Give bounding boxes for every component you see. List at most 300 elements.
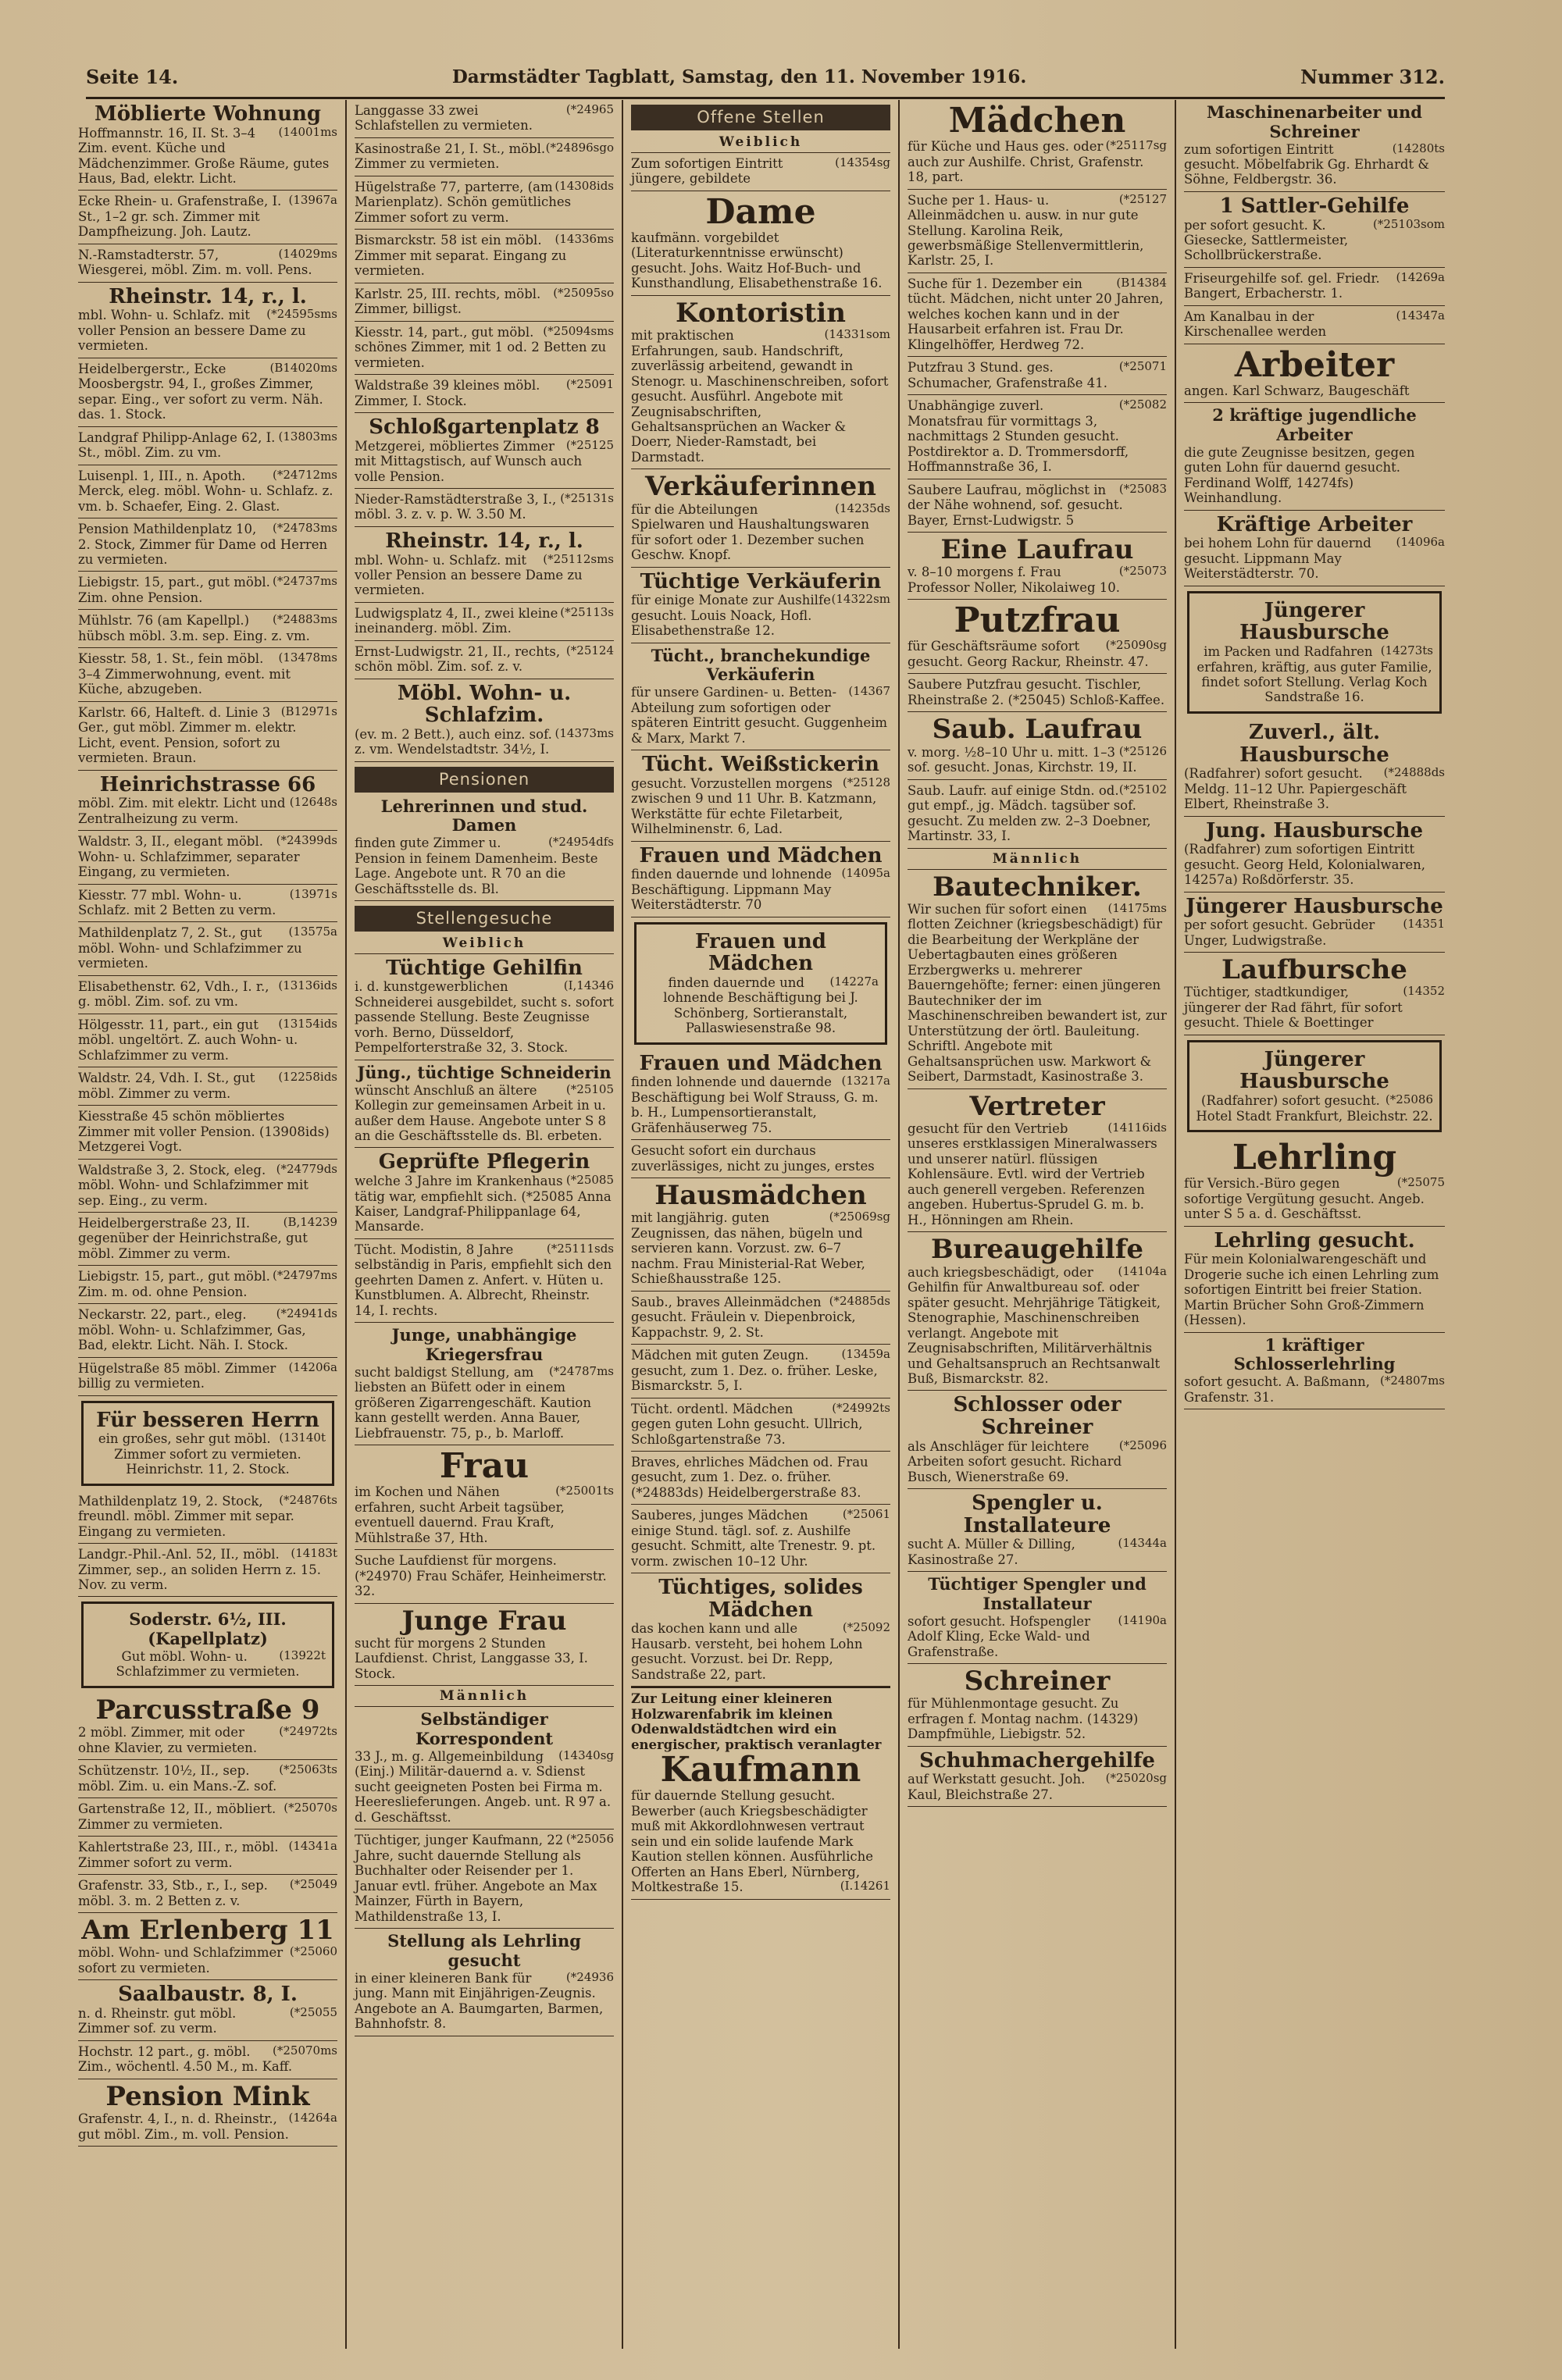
classified-ad [908, 1232, 1167, 1391]
ad-text: Tüchtiger, junger Kaufmann, 22 Jahre, sucht dauernde Stellung als Buchhalter oder Reisender per 1. Januar evtl. früher. Angebote an Max Mainzer, Fürth in Bayern, Mathildenstraße 13, I. [355, 1833, 597, 1924]
classified-ad [78, 1837, 337, 1875]
ad-headline: Möblierte Wohnung [94, 102, 322, 126]
ad-text: gesucht für den Vertrieb unseres erstklassigen Mineralwassers und unserer natürl. flüssigen Kohlensäure. Evtl. wird der Vertrieb auch generell vergeben. Referenzen angeben. Hubertus-Sprudel G. m. b. H., Hönningen am Rhein. [908, 1121, 1157, 1227]
ad-reference: (*24941ds [276, 1306, 337, 1321]
ad-text: Mathildenplatz 19, 2. Stock, freundl. möbl. Zimmer mit separ. Eingang zu vermieten. [78, 1493, 294, 1539]
ad-headline: Verkäuferinnen [645, 471, 876, 503]
classified-ad [1187, 1040, 1442, 1132]
ad-text: per sofort gesucht. Gebrüder Unger, Ludwigstraße. [1184, 917, 1375, 948]
classified-ad [355, 954, 614, 1060]
ad-reference: (*24783ms [273, 521, 337, 536]
ad-text: möbl. Zim. mit elektr. Licht und Zentralheizung zu verm. [78, 796, 286, 826]
classified-ad [355, 1148, 614, 1238]
classified-ad [355, 1604, 614, 1687]
classified-ad [355, 176, 614, 230]
ad-text: Waldstraße 39 kleines möbl. Zimmer, I. Stock. [355, 378, 540, 408]
ad-text: sofort gesucht. A. Baßmann, Grafenstr. 31. [1184, 1374, 1370, 1405]
classified-ad [78, 610, 337, 648]
ad-reference: (*25095so [553, 285, 614, 300]
classified-ad [631, 153, 890, 191]
ad-reference: (*25085 [565, 1173, 614, 1188]
ad-reference: (14096a [1396, 535, 1445, 550]
ad-reference: (14308ids [555, 178, 614, 193]
ad-text: Liebigstr. 15, part., gut möbl. Zim. ohne Pension. [78, 575, 270, 605]
ad-reference: (*25020sg [1105, 1771, 1167, 1786]
classified-ad [631, 1398, 890, 1452]
classified-ad [908, 1664, 1167, 1747]
classified-ad [78, 2041, 337, 2079]
classified-ad [78, 1913, 337, 1980]
classified-ad [631, 1452, 890, 1505]
ad-text: für Geschäftsräume sofort gesucht. Georg Rackur, Rheinstr. 47. [908, 639, 1149, 669]
ad-text: für Mühlenmontage gesucht. Zu erfragen f. Montag nachm. (14329) Dampfmühle, Liebigstr. 52. [908, 1696, 1139, 1742]
ad-reference: (13922t [279, 1648, 326, 1662]
ad-text: Mathildenplatz 7, 2. St., gut möbl. Wohn- und Schlafzimmer zu vermieten. [78, 925, 302, 971]
classified-ad [1187, 591, 1442, 714]
ad-text: v. 8–10 morgens f. Frau Professor Noller, Nikolaiweg 10. [908, 565, 1121, 595]
classified-ad [631, 1505, 890, 1573]
classified-ad [78, 1693, 337, 1760]
ad-reference: (*25090sg [1105, 638, 1167, 653]
classified-ad [631, 750, 890, 841]
classified-ad [78, 648, 337, 701]
ad-reference: (B14020ms [269, 360, 337, 375]
ad-headline: Tüchtiger Spengler und Installateur [928, 1574, 1147, 1613]
ad-headline: Schuhmachergehilfe [919, 1748, 1155, 1773]
ad-text: Gartenstraße 12, II., möbliert. Zimmer zu vermieten. [78, 1801, 276, 1832]
classified-ad [355, 641, 614, 679]
ad-text: im Kochen und Nähen erfahren, sucht Arbeit tagsüber, eventuell dauernd. Frau Kraft, Mühlstraße 37, Hth. [355, 1484, 565, 1545]
classified-ad [78, 1544, 337, 1597]
ad-text: auch kriegsbeschädigt, oder Gehilfin für Anwaltbureau sof. oder später gesucht. Mehrjährige Tätigkeit, Stenographie, Maschinenschreiben verlangt. Angebote mit Zeugnisabschriften, Militärverhältnis und Gehaltsanspruch an Rechtsanwalt Buß, Bismarckstr. 82. [908, 1264, 1161, 1386]
ad-text: mit praktischen Erfahrungen, saub. Handschrift, zuverlässig arbeitend, gewandt in Stenogr. u. Maschinenschreiben, sofort gesucht. Ausführl. Angebote mit Zeugnisabschriften, Gehaltsansprüchen an Wacker & Doerr, Nieder-Ramstadt, bei Darmstadt. [631, 328, 889, 465]
wide-ad-body: für dauernde Stellung gesucht. Bewerber (auch Kriegsbeschädigter muß mit Akkordlohnwesen vertraut sein und ein solide laufende Mark Kaution stellen können. Ausführliche Offerten an Hans Eberl, Nürnberg, Moltkestraße 15. [631, 1788, 874, 1895]
ad-reference: (14269a [1396, 269, 1445, 284]
ad-headline: Pension Mink [105, 2080, 310, 2112]
ad-text: Hügelstraße 85 möbl. Zimmer billig zu vermieten. [78, 1360, 276, 1391]
classified-ad [78, 1266, 337, 1304]
ad-reference: (*24972ts [279, 1724, 337, 1739]
ad-reference: (*24797ms [273, 1268, 337, 1283]
classified-ad [78, 771, 337, 832]
ad-text: ein großes, sehr gut möbl. Zimmer sofort zu vermieten. Heinrichstr. 11, 2. Stock. [98, 1431, 301, 1477]
ad-headline: Lehrling [1232, 1137, 1397, 1178]
ad-headline: Rheinstr. 14, r., l. [109, 284, 307, 308]
classified-ad [355, 603, 614, 641]
ad-reference: (*25128 [842, 775, 890, 789]
classified-ad [908, 600, 1167, 674]
classified-ad [355, 230, 614, 283]
ad-text: per sofort gesucht. K. Giesecke, Sattlermeister, Schollbrückerstraße. [1184, 217, 1349, 263]
classified-ad [78, 572, 337, 610]
ad-text: möbl. Wohn- und Schlafzimmer sofort zu vermieten. [78, 1945, 284, 1976]
ad-reference: (14183t [291, 1546, 337, 1561]
classified-ad [355, 1445, 614, 1550]
ad-text: als Anschläger für leichtere Arbeiten sofort gesucht. Richard Busch, Wienerstraße 69. [908, 1438, 1122, 1484]
classified-ad [908, 357, 1167, 395]
classified-ad [631, 191, 890, 296]
ad-text: (Radfahrer) sofort gesucht. Meldg. 11–12 Uhr. Papiergeschäft Elbert, Rheinstraße 3. [1184, 766, 1407, 812]
ad-text: v. morg. ½8–10 Uhr u. mitt. 1–3 sof. gesucht. Jonas, Kirchstr. 19, II. [908, 744, 1137, 775]
ad-headline: Laufbursche [1221, 954, 1407, 986]
ad-reference: (13575a [288, 925, 337, 939]
ad-text: Waldstraße 3, 2. Stock, eleg. möbl. Wohn- und Schlafzimmer mit sep. Eing., zu verm. [78, 1162, 308, 1208]
ad-reference: (13459a [841, 1347, 890, 1362]
classified-ad [355, 794, 614, 901]
ad-headline: Bautechniker. [933, 871, 1142, 903]
classified-ad [78, 831, 337, 884]
ad-headline: Hausmädchen [654, 1180, 867, 1212]
ad-reference: (*25113s [560, 604, 614, 619]
ad-text: Bismarckstr. 58 ist ein möbl. Zimmer mit separat. Eingang zu vermieten. [355, 233, 567, 279]
ad-text: Suche per 1. Haus- u. Alleinmädchen u. ausw. in nur gute Stellung. Karolina Reik, gewerbsmäßige Stellenvermittlerin, Karlstr. 25, I. [908, 192, 1144, 269]
ad-reference: (*25117sg [1105, 138, 1167, 153]
ad-text: mbl. Wohn- u. Schlafz. mit voller Pension an bessere Dame zu vermieten. [355, 552, 583, 598]
classified-ad [78, 922, 337, 975]
ad-headline: Soderstr. 6½, III. (Kapellplatz) [129, 1609, 287, 1649]
ad-reference: (14001ms [278, 124, 337, 139]
ad-reference: (*25092 [842, 1620, 890, 1635]
ad-reference: (14264a [288, 2111, 337, 2125]
ad-text: Tücht. ordentl. Mädchen gegen guten Lohn gesucht. Ullrich, Schloßgartenstraße 73. [631, 1401, 863, 1447]
ad-reference: (*25056 [565, 1832, 614, 1847]
classified-ad [78, 244, 337, 283]
ad-reference: (14341a [288, 1839, 337, 1854]
columns [70, 100, 1453, 2349]
ad-text: Hölgesstr. 11, part., ein gut möbl. ungeltört. Z. auch Wohn- u. Schlafzimmer zu verm. [78, 1017, 298, 1063]
classified-ad [631, 568, 890, 643]
classified-ad [78, 2079, 337, 2147]
ad-text: für die Abteilungen Spielwaren und Haushaltungswaren für sofort oder 1. Dezember suchen Geschw. Knopf. [631, 501, 869, 563]
classified-ad [355, 100, 614, 138]
ad-reference: (*25131s [560, 490, 614, 505]
ad-reference: (*24936 [565, 1969, 614, 1984]
ad-reference: (*25124 [565, 643, 614, 657]
ad-text: für Versich.-Büro gegen sofortige Vergütung gesucht. Angeb. unter S 5 a. d. Geschäftsst. [1184, 1176, 1425, 1222]
ad-reference: (14367 [848, 684, 890, 699]
ad-text: (Radfahrer) sofort gesucht. Hotel Stadt Frankfurt, Bleichstr. 22. [1196, 1093, 1433, 1124]
ad-reference: (14273ts [1380, 643, 1433, 658]
classified-ad [78, 1980, 337, 2041]
classified-ad [1184, 100, 1445, 192]
ad-reference: (13154ids [278, 1016, 337, 1031]
ad-reference: (14336ms [555, 232, 614, 247]
classified-ad [1184, 268, 1445, 306]
classified-ad [78, 976, 337, 1014]
classified-ad [355, 1550, 614, 1603]
classified-ad [81, 1401, 334, 1486]
classified-ad [1184, 718, 1445, 817]
ad-reference: (*24883ms [273, 612, 337, 627]
classified-ad [1184, 953, 1445, 1035]
ad-reference: (14104a [1118, 1263, 1167, 1278]
classified-ad [355, 527, 614, 603]
page-number: Seite 14. [86, 65, 179, 88]
classified-ad [1184, 1137, 1445, 1227]
ad-reference: (*25055 [289, 2004, 337, 2019]
classified-ad [78, 358, 337, 427]
ad-text: Landgraf Philipp-Anlage 62, I. St., möbl. Zim. zu vm. [78, 429, 276, 461]
page-header [86, 61, 1445, 99]
ad-text: gesucht. Vorzustellen morgens zwischen 9 und 11 Uhr. B. Katzmann, Werkstätte für echte Filetarbeit, Wilhelminenstr. 6, Lad. [631, 775, 877, 837]
ad-reference: (14351 [1403, 917, 1445, 932]
ad-headline: Jüngerer Hausbursche [1239, 1047, 1389, 1094]
ad-headline: Saalbaustr. 8, I. [118, 1983, 298, 2007]
ad-text: angen. Karl Schwarz, Baugeschäft [1184, 383, 1410, 398]
ad-text: Unabhängige zuverl. Monatsfrau für vormittags 3, nachmittags 2 Stunden gesucht. Postdirektor a. D. Trommersdorff, Hoffmannstraße 36, I. [908, 398, 1129, 475]
ad-text: Saub. Laufr. auf einige Stdn. od. gut empf., jg. Mädch. tagsüber sof. gesucht. Zu melden zw. 2–3 Doebner, Martinstr. 33, I. [908, 782, 1151, 844]
ad-headline: Junge, unabhängige Kriegersfrau [391, 1325, 577, 1365]
classified-ad [78, 1798, 337, 1837]
ad-reference: (*24807ms [1380, 1373, 1445, 1388]
classified-ad [631, 1140, 890, 1178]
ad-text: n. d. Rheinstr. gut möbl. Zimmer sof. zu verm. [78, 2005, 237, 2036]
classified-ad [908, 100, 1167, 190]
section-heading: Offene Stellen [631, 105, 890, 130]
ad-headline: Spengler u. Installateure [963, 1491, 1111, 1537]
classified-ad [1184, 511, 1445, 586]
ad-headline: Saub. Laufrau [932, 714, 1143, 746]
classified-ad [908, 1089, 1167, 1233]
ad-reference: (*24399ds [276, 833, 337, 848]
ad-reference: (12258ids [278, 1070, 337, 1085]
ad-text: Luisenpl. 1, III., n. Apoth. Merck, eleg. möbl. Wohn- u. Schlafz. z. vm. b. Schaefer, Eing. 2. Glast. [78, 468, 333, 514]
wide-ad-title: Kaufmann [660, 1750, 861, 1790]
ad-headline: Frauen und Mädchen [639, 1051, 883, 1075]
ad-reference: (*25103som [1372, 216, 1445, 231]
ad-reference: (*25082 [1118, 397, 1167, 412]
ad-text: Nieder-Ramstädterstraße 3, I., möbl. 3. z. v. p. W. 3.50 M. [355, 491, 557, 522]
ad-text: das kochen kann und alle Hausarb. versteht, bei hohem Lohn gesucht. Vorzust. bei Dr. Repp, Sandstraße 22, part. [631, 1621, 863, 1682]
classified-ad [631, 1178, 890, 1292]
classified-ad [355, 322, 614, 375]
ad-text: Ernst-Ludwigstr. 21, II., rechts, schön möbl. Zim. sof. z. v. [355, 643, 561, 675]
classified-ad [1184, 817, 1445, 892]
ad-reference: (*25060 [289, 1944, 337, 1959]
ad-reference: (*25112sms [543, 551, 614, 566]
ad-headline: Eine Laufrau [940, 533, 1134, 565]
ad-reference: (*24876ts [279, 1492, 337, 1507]
ad-text: Gesucht sofort ein durchaus zuverlässiges, nicht zu junges, erstes [631, 1143, 875, 1174]
ad-reference: (*25071 [1118, 359, 1167, 374]
ad-headline: Tücht., branchekundige Verkäuferin [651, 645, 871, 685]
ad-text: Braves, ehrliches Mädchen od. Frau gesucht, zum 1. Dez. o. früher. (*24883ds) Heidelbergerstraße 83. [631, 1454, 868, 1500]
ad-text: N.-Ramstadterstr. 57, Wiesgerei, möbl. Zim. m. voll. Pens. [78, 247, 312, 278]
ad-reference: (13478ms [278, 650, 337, 665]
classified-ad [78, 191, 337, 244]
classified-ad [355, 1323, 614, 1445]
ad-text: finden lohnende und dauernde Beschäftigung bei Wolf Strauss, G. m. b. H., Lumpensortieranstalt, Gräfenhäuserweg 75. [631, 1074, 879, 1135]
ad-reference: (14344a [1118, 1536, 1167, 1551]
ad-reference: (*25061 [842, 1507, 890, 1522]
ad-text: 2 möbl. Zimmer, mit oder ohne Klavier, zu vermieten. [78, 1725, 258, 1755]
ad-text: Hoffmannstr. 16, II. St. 3–4 Zim. event. Küche und Mädchenzimmer. Große Räume, gutes Haus, Bad, elektr. Licht. [78, 125, 330, 186]
ad-reference: (*25096 [1118, 1438, 1167, 1452]
ad-text: sofort gesucht. Hofspengler Adolf Kling, Ecke Wald- und Grafenstraße. [908, 1613, 1090, 1659]
ad-reference: (14206a [288, 1359, 337, 1374]
ad-headline: Vertreter [969, 1090, 1105, 1122]
column-2 [347, 100, 623, 2349]
ad-text: sucht für morgens 2 Stunden Laufdienst. Christ, Langgasse 33, I. Stock. [355, 1636, 588, 1681]
ad-reference: (13217a [841, 1074, 890, 1088]
ad-headline: Am Erlenberg 11 [81, 1915, 334, 1947]
ad-reference: (14354sg [835, 155, 890, 169]
ad-text: Kiesstr. 77 mbl. Wohn- u. Schlafz. mit 2 Betten zu verm. [78, 887, 276, 917]
ad-reference: (13136ids [278, 978, 337, 992]
ad-text: Liebigstr. 15, part., gut möbl. Zim. m. od. ohne Pension. [78, 1269, 270, 1299]
ad-headline: Bureaugehilfe [931, 1234, 1143, 1266]
ad-text: Waldstr. 3, II., elegant möbl. Wohn- u. Schlafzimmer, separater Eingang, zu vermieten. [78, 834, 300, 880]
ad-reference: (*25126 [1118, 743, 1167, 758]
ad-text: Grafenstr. 33, Stb., r., I., sep. möbl. 3. m. 2 Betten z. v. [78, 1878, 268, 1908]
classified-ad [78, 1213, 337, 1266]
ad-reference: (*24965 [565, 102, 614, 116]
ad-reference: (*25102 [1118, 782, 1167, 796]
ad-reference: (*24712ms [273, 467, 337, 482]
ad-reference: (*25070ms [273, 2043, 337, 2058]
ad-reference: (*25073 [1118, 564, 1167, 579]
classified-ad [78, 1304, 337, 1357]
ad-reference: (14373ms [555, 725, 614, 740]
ad-text: die gute Zeugnisse besitzen, gegen guten Lohn für dauernd gesucht. Ferdinand Wolff, 14274fs) Weinhandlung. [1184, 445, 1415, 506]
ad-text: Pension Mathildenplatz 10, 2. Stock, Zimmer für Dame od Herren zu vermieten. [78, 522, 328, 567]
ad-reference: (14331som [824, 327, 890, 342]
ad-text: Hochstr. 12 part., g. möbl. Zim., wöchentl. 4.50 M., m. Kaff. [78, 2043, 293, 2075]
subsection-heading: Männlich [908, 849, 1167, 870]
classified-ad [355, 1239, 614, 1323]
ad-text: Tücht. Modistin, 8 Jahre selbständig in Paris, empfiehlt sich den geehrten Damen z. Anfert. v. Hüten u. Kunstblumen. A. Albrecht, Rheinstr. 14, I. rechts. [355, 1242, 612, 1318]
ad-reference: (*24896sgo [545, 140, 614, 155]
ad-text: Karlstr. 25, III. rechts, möbl. Zimmer, billigst. [355, 286, 541, 317]
ad-headline: Mädchen [948, 101, 1126, 141]
classified-ad [908, 1391, 1167, 1489]
ad-text: Tüchtiger, stadtkundiger, jüngerer der Rad fährt, für sofort gesucht. Thiele & Boettinger [1184, 985, 1403, 1031]
ad-headline: Für besseren Herrn [96, 1408, 319, 1432]
ad-text: mbl. Wohn- u. Schlafz. mit voller Pension an bessere Dame zu vermieten. [78, 308, 306, 354]
ad-text: finden dauernde und lohnende Beschäftigung. Lippmann May Weiterstädterstr. 70 [631, 867, 832, 913]
ad-reference: (14116ids [1107, 1121, 1167, 1135]
ad-headline: Kontoristin [676, 297, 846, 329]
ad-text: Mühlstr. 76 (am Kapellpl.) hübsch möbl. 3.m. sep. Eing. z. vm. [78, 613, 310, 643]
ad-headline: Stellung als Lehrling gesucht [387, 1931, 581, 1970]
ad-text: Ecke Rhein- u. Grafenstraße, I. St., 1–2 gr. sch. Zimmer mit Dampfheizung. Joh. Lautz. [78, 194, 282, 240]
ad-headline: Junge Frau [401, 1605, 567, 1637]
classified-ad [1184, 1227, 1445, 1333]
ad-headline: Schloßgartenplatz 8 [369, 415, 600, 439]
ad-headline: Kräftige Arbeiter [1216, 512, 1413, 536]
classified-ad [78, 1014, 337, 1067]
ad-text: Metzgerei, möbliertes Zimmer mit Mittagstisch, auf Wunsch auch volle Pension. [355, 438, 583, 484]
ad-reference: (*25001ts [555, 1484, 614, 1498]
ad-reference: (*25086 [1385, 1092, 1433, 1107]
classified-ad [78, 1491, 337, 1544]
ad-text: zum sofortigen Eintritt gesucht. Möbelfabrik Gg. Ehrhardt & Söhne, Feldbergstr. 36. [1184, 141, 1430, 187]
ad-reference: (*24954dfs [548, 835, 614, 850]
classified-ad [631, 296, 890, 470]
ad-reference: (*25083 [1118, 481, 1167, 496]
classified-ad [355, 489, 614, 527]
classified-ad [1184, 1333, 1445, 1409]
ad-reference: (13803ms [278, 429, 337, 444]
ad-reference: (*25111sds [546, 1241, 614, 1256]
subsection-heading: Weiblich [355, 933, 614, 954]
ad-headline: 1 kräftiger Schlosserlehrling [1233, 1334, 1396, 1374]
ad-reference: (*25069sg [829, 1210, 890, 1224]
ad-text: Putzfrau 3 Stund. ges. Schumacher, Grafenstraße 41. [908, 360, 1107, 390]
ad-text: bei hohem Lohn für dauernd gesucht. Lippmann May Weiterstädterstr. 70. [1184, 536, 1371, 582]
classified-ad [355, 283, 614, 322]
classified-ad [78, 100, 337, 191]
subsection-heading: Männlich [355, 1686, 614, 1707]
ad-headline: 1 Sattler-Gehilfe [1219, 194, 1410, 218]
classified-ad [355, 1929, 614, 2036]
ad-reference: (*25094sms [543, 323, 614, 338]
classified-ad [78, 427, 337, 465]
classified-ad [908, 674, 1167, 712]
ad-text: Kahlertstraße 23, III., r., möbl. Zimmer sofort zu verm. [78, 1840, 279, 1870]
ad-headline: Jung. Hausbursche [1205, 818, 1424, 843]
ad-headline: Tüchtige Verkäuferin [640, 569, 882, 593]
classified-ad [1184, 306, 1445, 344]
classified-ad [908, 1572, 1167, 1664]
classified-ad [81, 1602, 334, 1687]
classified-ad [355, 1060, 614, 1149]
ad-text: Landgr.-Phil.-Anl. 52, II., möbl. Zimmer, sep., an soliden Herrn z. 15. Nov. zu verm. [78, 1547, 321, 1592]
classified-ad [908, 1489, 1167, 1572]
ad-reference: (B14384 [1116, 275, 1167, 290]
ad-headline: Maschinenarbeiter und Schreiner [1207, 102, 1422, 141]
ad-text: Mädchen mit guten Zeugn. gesucht, zum 1. Dez. o. früher. Leske, Bismarckstr. 5, I. [631, 1348, 878, 1394]
classified-ad [631, 1573, 890, 1687]
ad-text: sucht baldigst Stellung, am liebsten an Büfett oder in einem größeren Zigarrengeschäft. Kaution kann gestellt werden. Anna Bauer, Liebfrauenstr. 75, p., b. Marloff. [355, 1364, 591, 1441]
ad-headline: Jüngerer Hausbursche [1186, 894, 1443, 918]
ad-reference: (*25075 [1396, 1175, 1445, 1190]
ad-headline: Geprüfte Pflegerin [378, 1150, 590, 1174]
column-1 [70, 100, 347, 2349]
ad-headline: Tüchtige Gehilfin [386, 956, 583, 980]
ad-text: Neckarstr. 22, part., eleg. möbl. Wohn- u. Schlafzimmer, Gas, Bad, elektr. Licht. Näh. I. Stock. [78, 1307, 306, 1353]
ad-headline: Tücht. Weißstickerin [642, 753, 879, 777]
classified-ad [908, 273, 1167, 357]
ad-headline: Tüchtiges, solides Mädchen [658, 1576, 863, 1622]
masthead-date: Darmstädter Tagblatt, Samstag, den 11. November 1916. [451, 66, 1027, 87]
ad-text: Gut möbl. Wohn- u. Schlafzimmer zu vermieten. [116, 1649, 300, 1680]
classified-ad [908, 533, 1167, 600]
classified-ad [78, 885, 337, 923]
ad-reference: (14322sm [831, 592, 890, 607]
ad-text: Sauberes, junges Mädchen einige Stund. tägl. sof. z. Aushilfe gesucht. Schmitt, alte Trenestr. 9. pt. vorm. zwischen 10–12 Uhr. [631, 1508, 876, 1569]
ad-reference: (B12971s [280, 704, 337, 718]
classified-ad [631, 842, 890, 917]
classified-ad [355, 138, 614, 176]
ad-reference: (14340sg [558, 1748, 614, 1762]
classified-ad [631, 1049, 890, 1140]
ad-text: Friseurgehilfe sof. gel. Friedr. Bangert, Erbacherstr. 1. [1184, 270, 1380, 301]
classified-ad [1184, 344, 1445, 404]
ad-reference: (*25105 [565, 1081, 614, 1096]
classified-ad [355, 413, 614, 489]
wide-ad-reference: (I.14261 [840, 1879, 890, 1894]
ad-reference: (14235ds [835, 501, 890, 515]
ad-text: (ev. m. 2 Bett.), auch einz. sof. z. vm. Wendelstadtstr. 34½, I. [355, 726, 552, 757]
ad-text: welche 3 Jahre im Krankenhaus tätig war, empfiehlt sich. (*25085 Anna Kaiser, Landgraf-Philippanlage 64, Mansarde. [355, 1174, 612, 1235]
ad-text: 33 J., m. g. Allgemeinbildung (Einj.) Militär-dauernd a. v. Sdienst sucht geeigneten Posten bei Firma m. Heereslieferungen. Angeb. unt. R 97 a. d. Geschäftsst. [355, 1749, 612, 1825]
ad-text: finden gute Zimmer u. Pension in feinem Damenheim. Beste Lage. Angebote unt. R 70 an die Geschäftsstelle ds. Bl. [355, 835, 598, 896]
ad-headline: Selbständiger Korrespondent [415, 1709, 554, 1749]
ad-text: i. d. kunstgewerblichen Schneiderei ausgebildet, sucht s. sofort passende Stellung. Beste Zeugnisse vorh. Berno, Düsseldorf, Pempelforterstraße 32, 3. Stock. [355, 979, 614, 1056]
ad-headline: Parcusstraße 9 [95, 1694, 320, 1726]
ad-reference: (*24737ms [273, 574, 337, 589]
